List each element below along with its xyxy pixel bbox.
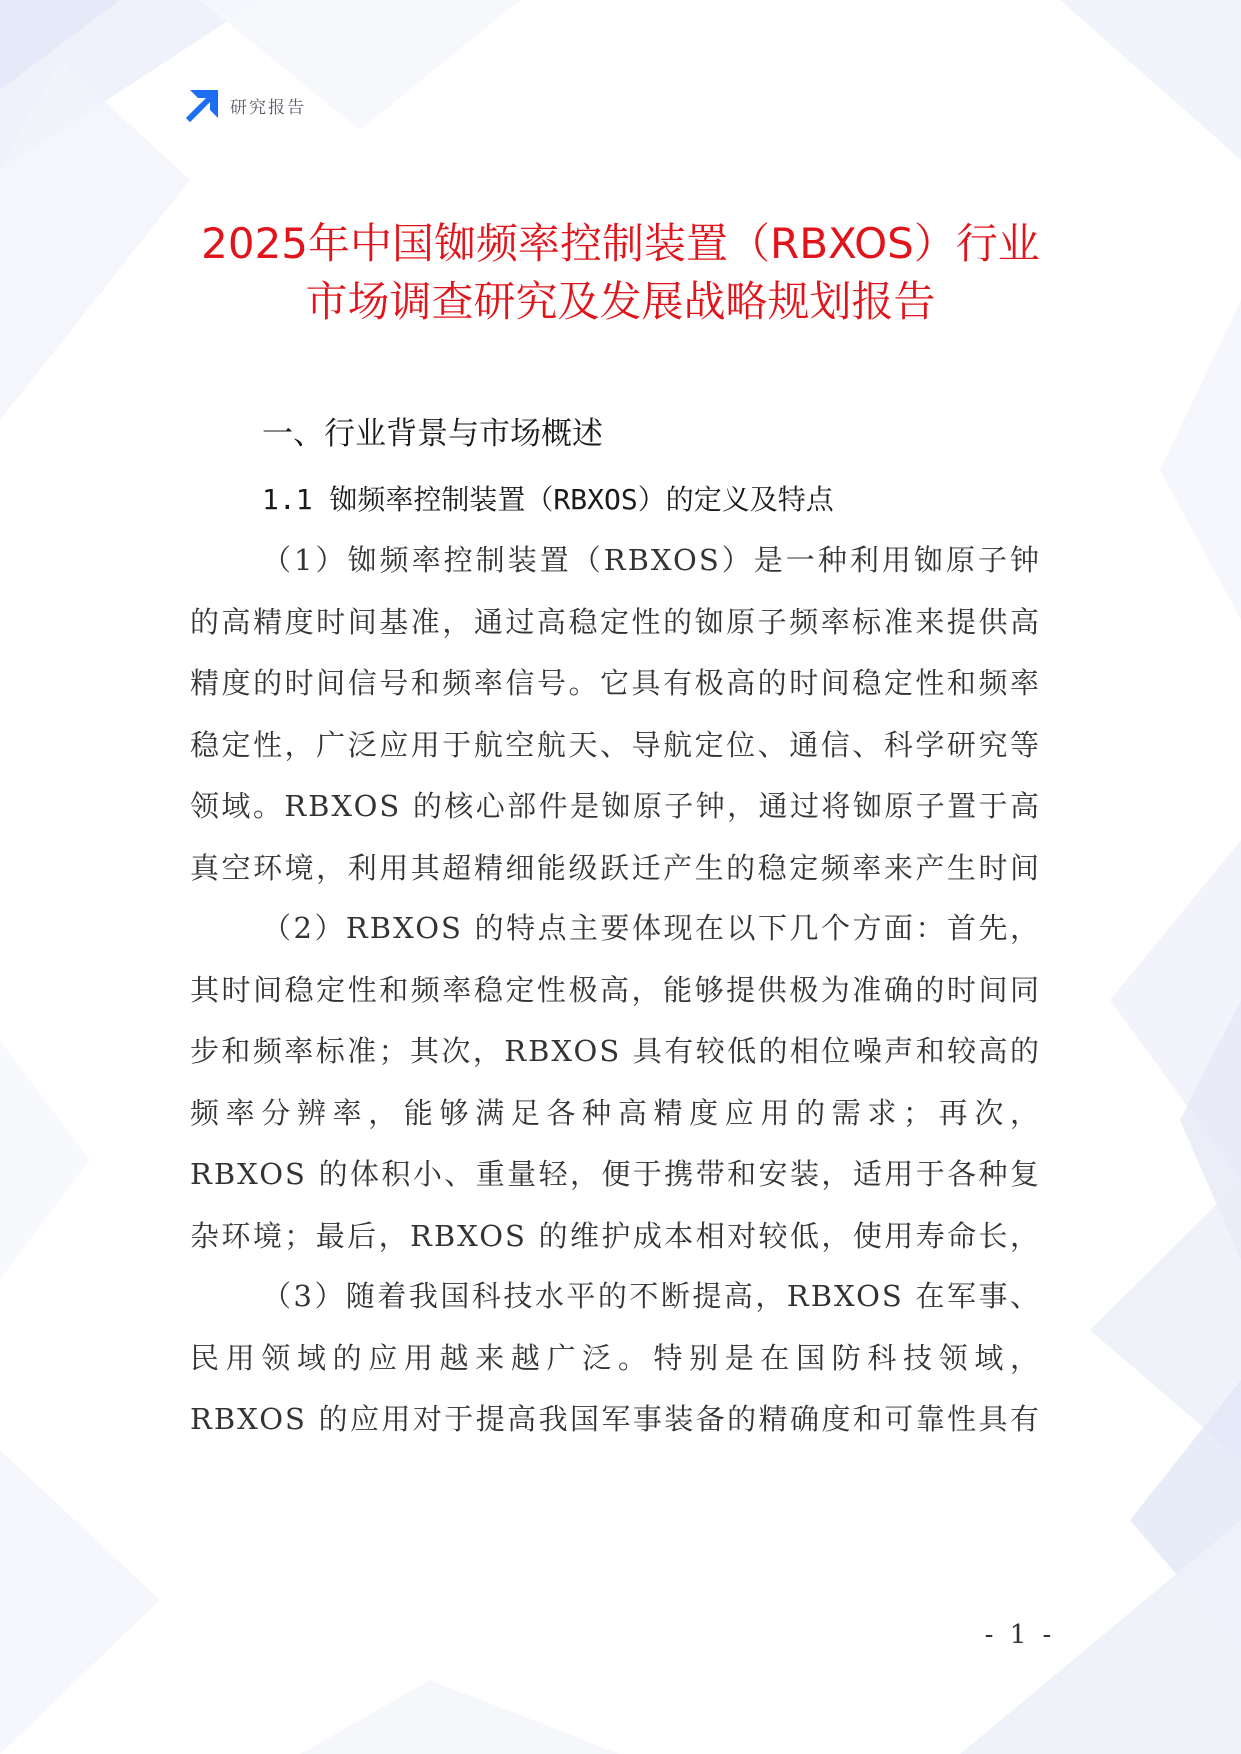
subsection-heading: 1.1 铷频率控制装置（RBXOS）的定义及特点 <box>262 483 834 516</box>
arrow-up-right-icon <box>186 88 220 122</box>
header-label: 研究报告 <box>230 97 306 118</box>
report-title-line-1: 2025年中国铷频率控制装置（RBXOS）行业 <box>201 219 1040 268</box>
report-title-line-2: 市场调查研究及发展战略规划报告 <box>305 277 936 326</box>
paragraph-2: （2）RBXOS 的特点主要体现在以下几个方面：首先，其时间稳定性和频率稳定性极高，能够提供极为准确的时间同步和频率标准；其次，RBXOS 具有较低的相位噪声和较高的频率分辨率，能够满足各种高精度应用的需求；再次，RBXOS 的体积小、重量轻，便于携带和安装，适用于各种复杂环境；最后，RBXOS 的维护成本相对较低，使用寿命长， <box>190 911 1041 1253</box>
paragraph-3: （3）随着我国科技水平的不断提高，RBXOS 在军事、民用领域的应用越来越广泛。特别是在国防科技领域，RBXOS 的应用对于提高我国军事装备的精确度和可靠性具有 <box>190 1279 1041 1437</box>
paragraph-1: （1）铷频率控制装置（RBXOS）是一种利用铷原子钟的高精度时间基准，通过高稳定性的铷原子频率标准来提供高精度的时间信号和频率信号。它具有极高的时间稳定性和频率稳定性，广泛应用于航空航天、导航定位、通信、科学研究等领域。RBXOS 的核心部件是铷原子钟，通过将铷原子置于高真空环境，利用其超精细能级跃迁产生的稳定频率来产生时间 <box>190 543 1041 885</box>
report-header <box>186 88 306 122</box>
page-number: - 1 - <box>984 1620 1056 1650</box>
section-heading: 一、行业背景与市场概述 <box>262 416 603 452</box>
body-text <box>190 530 1041 1451</box>
report-title <box>150 215 1091 331</box>
